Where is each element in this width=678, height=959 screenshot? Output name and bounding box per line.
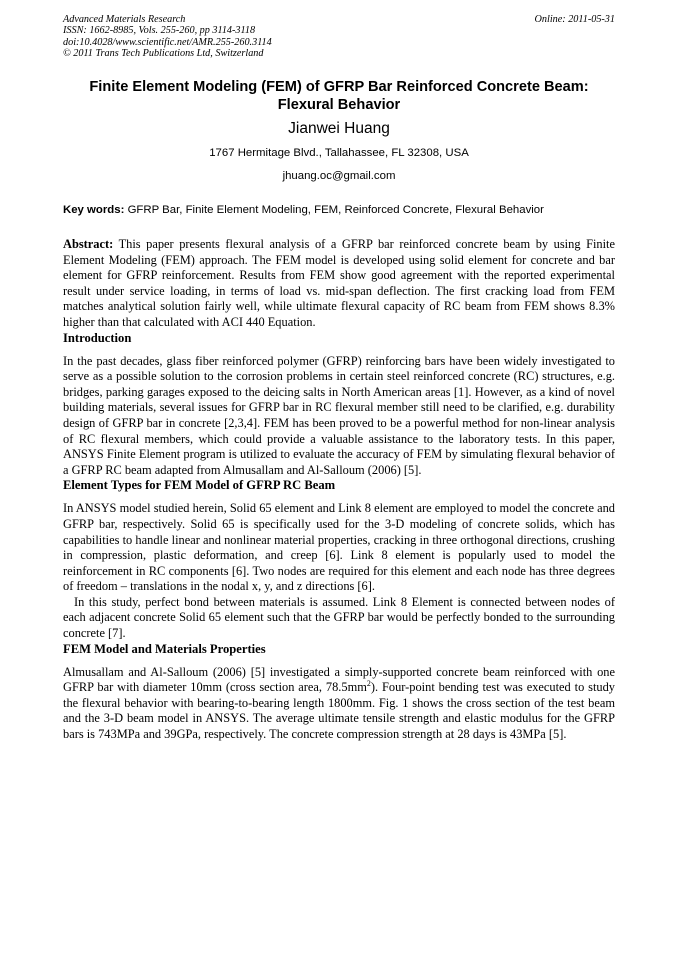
fem-model-text-part-2: ). Four-point bending test was executed to study the flexural behavior with bearing-to-bearing length 1800mm. Fig. 1 shows the cross section of the test beam and the 3-D beam model in ANSYS. The average ultimate tensile strength and elastic modulus for the GFRP bars is 743MPa and 39GPa, respectively. The concrete compression strength at 28 days is 43MPa [5].	[63, 680, 616, 742]
keywords	[63, 203, 615, 217]
keywords-label: Key words:	[63, 204, 125, 216]
abstract	[63, 237, 615, 331]
abstract-text: This paper presents flexural analysis of a GFRP bar reinforced concrete beam by using Finite Element Modeling (FEM) approach. The FEM model is developed using solid element for concrete and bar element for GFRP reinforcement. Results from FEM show good agreement with the reported experimental result under service loading, in terms of load vs. mid-span deflection. The first cracking load from FEM matches analytical solution fairly well, while ultimate flexural capacity of RC beam from FEM shows 8.3% higher than that calculated with ACI 440 Equation.	[63, 237, 615, 329]
paper-title	[63, 78, 615, 114]
section-heading-introduction: Introduction	[63, 330, 132, 345]
abstract-label: Abstract:	[63, 237, 114, 251]
author-name: Jianwei Huang	[288, 120, 390, 137]
superscript-2: 2	[366, 679, 371, 689]
element-types-paragraph-2: In this study, perfect bond between materials is assumed. Link 8 Element is connected between nodes of each adjacent concrete Solid 65 element such that the GFRP bar would be perfectly bonded to the surrounding concrete [7].	[63, 594, 615, 641]
section-heading-element-types: Element Types for FEM Model of GFRP RC Beam	[63, 478, 336, 493]
online-date: Online: 2011-05-31	[534, 14, 615, 25]
copyright-line: © 2011 Trans Tech Publications Ltd, Switzerland	[63, 48, 264, 60]
author-email: jhuang.oc@gmail.com	[282, 170, 396, 182]
paper-page	[63, 14, 615, 743]
journal-name: Advanced Materials Research	[63, 14, 186, 25]
title-line-2: Flexural Behavior	[277, 97, 401, 113]
introduction-paragraph: In the past decades, glass fiber reinforced polymer (GFRP) reinforcing bars have been widely investigated to serve as a possible solution to the corrosion problems in certain steel reinforced concrete (RC) structures, e.g. bridges, parking garages exposed to the deicing salts in North American areas [1]. However, as a kind of novel building materials, several issues for GFRP bar in RC flexural member still need to be clarified, e.g. durability design of GFRP bar in concrete [2,3,4]. FEM has been proved to be a powerful method for non-linear analysis of RC flexural members, which could provide a valuable assistance to the laboratory tests. In this paper, ANSYS Finite Element program is utilized to evaluate the accuracy of FEM by simulating flexural behavior of a GFRP RC beam adapted from Almusallam and Al-Salloum (2006) [5].	[63, 353, 615, 477]
keywords-text: GFRP Bar, Finite Element Modeling, FEM, Reinforced Concrete, Flexural Behavior	[124, 204, 544, 216]
journal-header	[63, 14, 615, 61]
author-address: 1767 Hermitage Blvd., Tallahassee, FL 32308, USA	[209, 147, 469, 159]
doi-line: doi:10.4028/www.scientific.net/AMR.255-260.3114	[63, 36, 272, 48]
section-heading-fem-model: FEM Model and Materials Properties	[63, 641, 266, 656]
issn-line: ISSN: 1662-8985, Vols. 255-260, pp 3114-3118	[63, 25, 256, 37]
element-types-paragraph-1: In ANSYS model studied herein, Solid 65 element and Link 8 element are employed to model the concrete and GFRP bar, respectively. Solid 65 is specifically used for the 3-D modeling of concrete solids, which has capabilities to handle linear and nonlinear material properties, cracking in three orthogonal directions, crushing in compression, plastic deformation, and creep [6]. Link 8 element is popularly used to model the reinforcement in RC components [6]. Two nodes are required for this element and each node has three degrees of freedom – translations in the nodal x, y, and z directions [6].	[63, 501, 615, 594]
fem-model-text-part-1: Almusallam and Al-Salloum (2006) [5] investigated a simply-supported concrete beam reinforced with one GFRP bar with diameter 10mm (cross section area, 78.5mm	[63, 664, 615, 695]
fem-model-paragraph	[63, 665, 615, 743]
title-line-1: Finite Element Modeling (FEM) of GFRP Bar Reinforced Concrete Beam:	[89, 79, 589, 95]
